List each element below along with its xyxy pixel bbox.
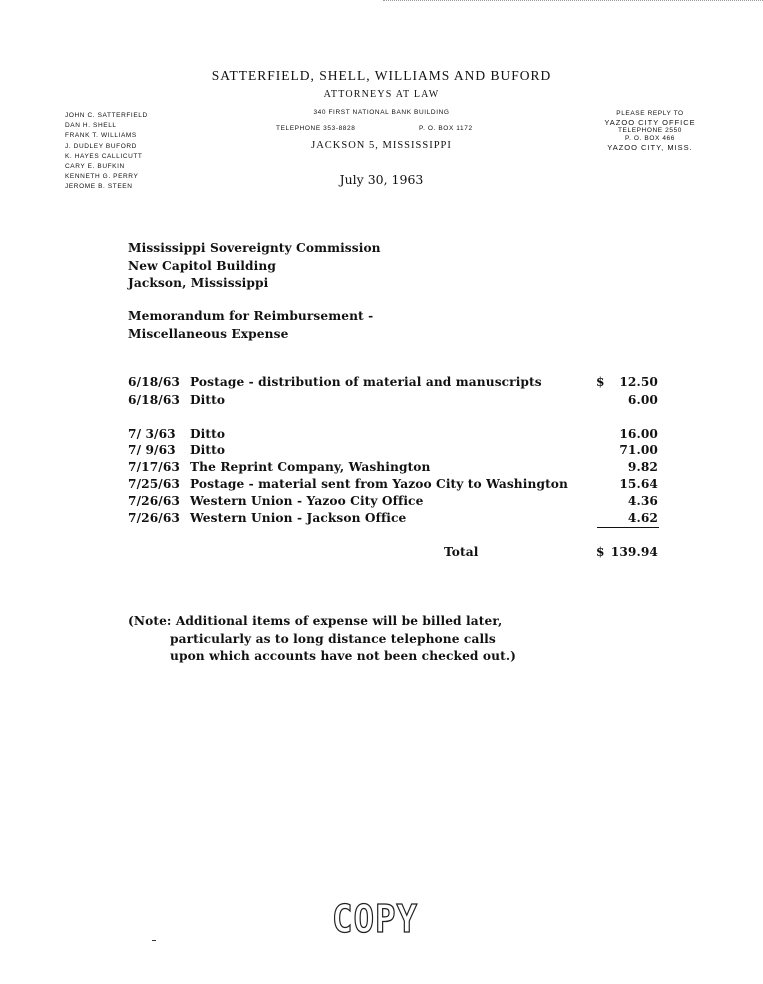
reply-to-block [590, 110, 710, 153]
partner-name: JEROME B. STEEN [65, 183, 133, 191]
partner-name: KENNETH G. PERRY [65, 173, 139, 181]
total-currency-sign: $ [596, 545, 605, 559]
note-block [128, 613, 516, 666]
total-rule [597, 527, 659, 528]
expense-date: 7/25/63 [128, 477, 181, 491]
expense-amount: 15.64 [619, 477, 658, 491]
reply-line: TELEPHONE 2550 [617, 127, 683, 134]
expense-description: Postage - material sent from Yazoo City to Washington [190, 477, 568, 491]
copy-stamp: COPY [332, 897, 418, 941]
memo-line: Memorandum for Reimbursement - [128, 309, 374, 323]
expense-description: The Reprint Company, Washington [190, 460, 431, 474]
reply-line: YAZOO CITY OFFICE [604, 118, 696, 127]
expense-description: Western Union - Yazoo City Office [190, 494, 424, 508]
expense-date: 6/18/63 [128, 393, 181, 407]
expense-description: Ditto [190, 427, 226, 441]
reply-line: YAZOO CITY, MISS. [607, 143, 693, 152]
memo-line: Miscellaneous Expense [128, 326, 289, 341]
partner-name: JOHN C. SATTERFIELD [65, 112, 148, 119]
scan-edge-dots [383, 0, 763, 3]
addressee-block [128, 240, 381, 293]
partner-name: CARY E. BUFKIN [65, 162, 125, 170]
partner-name: K. HAYES CALLICUTT [65, 152, 143, 160]
addressee-line: New Capitol Building [128, 258, 276, 273]
firm-contact [276, 125, 496, 132]
expense-date: 7/ 3/63 [128, 427, 176, 441]
firm-address: 340 FIRST NATIONAL BANK BUILDING [313, 109, 450, 116]
expense-description: Ditto [190, 443, 226, 457]
memo-subject [128, 308, 373, 343]
scan-mark [152, 940, 156, 941]
addressee-line: Mississippi Sovereignty Commission [128, 241, 381, 255]
addressee-line: Jackson, Mississippi [128, 276, 269, 290]
firm-telephone: TELEPHONE 353-8828 [276, 125, 356, 132]
letter-date: July 30, 1963 [339, 172, 424, 187]
expense-description: Ditto [190, 393, 226, 407]
expense-date: 7/26/63 [128, 511, 181, 525]
total-amount: 139.94 [610, 545, 658, 559]
expense-date: 6/18/63 [128, 375, 181, 389]
expense-amount: 9.82 [627, 460, 658, 474]
partner-name: J. DUDLEY BUFORD [65, 142, 137, 150]
reply-line: P. O. BOX 466 [625, 135, 675, 142]
firm-po-box: P. O. BOX 1172 [419, 125, 473, 132]
expense-amount: 6.00 [627, 393, 658, 407]
firm-city: JACKSON 5, MISSISSIPPI [311, 140, 452, 151]
total-label: Total [444, 545, 479, 559]
note-line: upon which accounts have not been checked out.) [170, 649, 517, 663]
currency-sign: $ [596, 375, 605, 389]
expense-description: Western Union - Jackson Office [190, 511, 407, 525]
partner-name: DAN H. SHELL [65, 122, 117, 130]
expense-date: 7/ 9/63 [128, 443, 176, 457]
expense-amount: 4.62 [627, 511, 658, 525]
firm-name: SATTERFIELD, SHELL, WILLIAMS AND BUFORD [211, 68, 552, 83]
partner-name: FRANK T. WILLIAMS [65, 132, 137, 140]
firm-subtitle: ATTORNEYS AT LAW [323, 89, 440, 100]
expense-amount: 16.00 [619, 427, 658, 441]
expense-date: 7/26/63 [128, 494, 181, 508]
expense-date: 7/17/63 [128, 460, 181, 474]
expense-amount: 71.00 [619, 443, 658, 457]
note-line: (Note: Additional items of expense will be billed later, [128, 614, 503, 628]
reply-line: PLEASE REPLY TO [616, 110, 684, 117]
expense-amount: 12.50 [619, 375, 658, 389]
expense-description: Postage - distribution of material and manuscripts [190, 375, 542, 389]
note-line: particularly as to long distance telephone calls [170, 631, 496, 646]
expense-amount: 4.36 [627, 494, 658, 508]
